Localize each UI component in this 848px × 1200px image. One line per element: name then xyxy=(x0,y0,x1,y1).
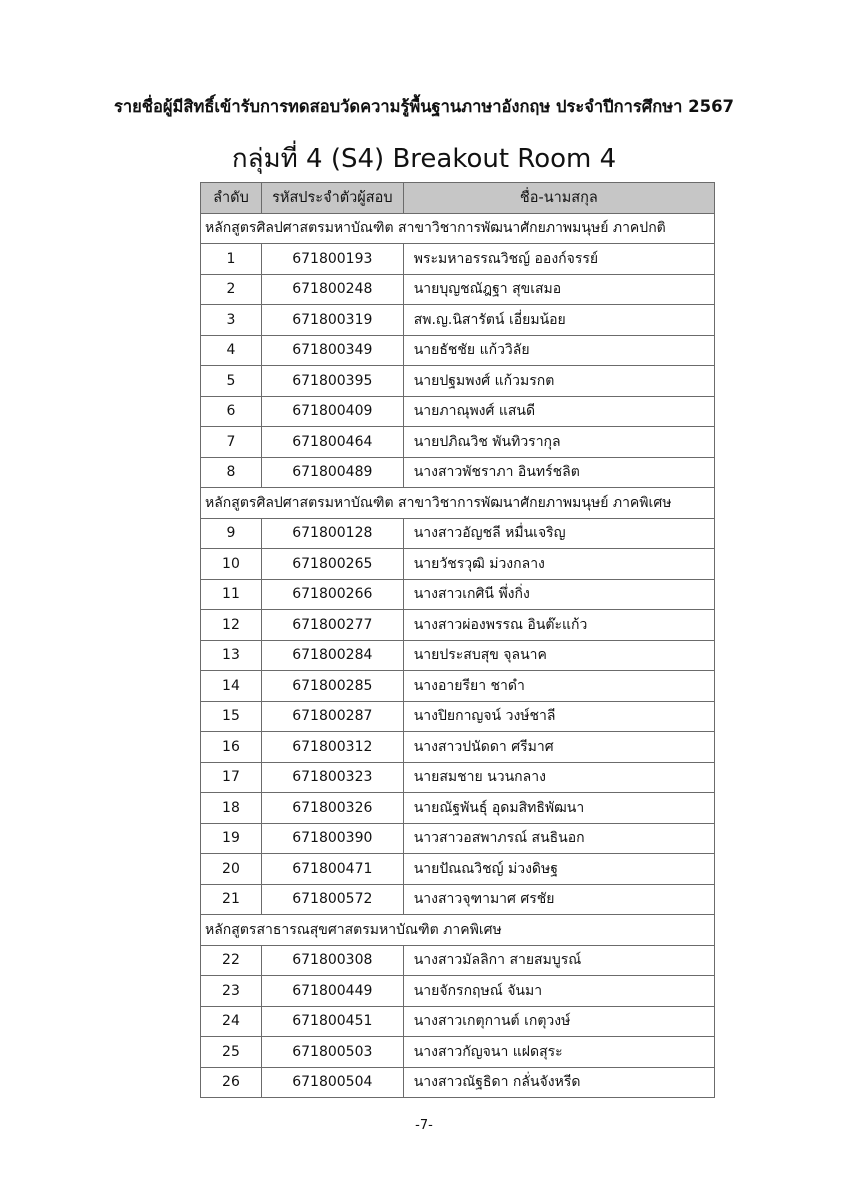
order-cell: 2 xyxy=(201,274,262,305)
exam-id-cell: 671800284 xyxy=(261,640,403,671)
exam-id-cell: 671800287 xyxy=(261,701,403,732)
name-cell: นายปัณณวิชญ์ ม่วงดิษฐ xyxy=(403,854,714,885)
name-cell: นางสาวณัฐธิดา กลั่นจังหรีด xyxy=(403,1067,714,1098)
name-cell: นายสมชาย นวนกลาง xyxy=(403,762,714,793)
exam-id-cell: 671800503 xyxy=(261,1037,403,1068)
table-row xyxy=(201,823,715,854)
section-row xyxy=(201,915,715,946)
name-cell: นายจักรกฤษณ์ จันมา xyxy=(403,976,714,1007)
table-row xyxy=(201,274,715,305)
order-cell: 8 xyxy=(201,457,262,488)
order-cell: 16 xyxy=(201,732,262,763)
name-cell: นางสาวจุฑามาศ ศรชัย xyxy=(403,884,714,915)
order-cell: 20 xyxy=(201,854,262,885)
table-row xyxy=(201,671,715,702)
table-header-row xyxy=(201,183,715,214)
exam-id-cell: 671800285 xyxy=(261,671,403,702)
order-cell: 17 xyxy=(201,762,262,793)
table-row xyxy=(201,518,715,549)
table-body xyxy=(201,213,715,1098)
order-cell: 22 xyxy=(201,945,262,976)
name-cell: นายณัฐพันธุ์ อุดมสิทธิพัฒนา xyxy=(403,793,714,824)
name-cell: นายประสบสุข จุลนาค xyxy=(403,640,714,671)
header-exam-id: รหัสประจำตัวผู้สอบ xyxy=(261,183,403,214)
table-row xyxy=(201,1067,715,1098)
name-cell: นายภาณุพงศ์ แสนดี xyxy=(403,396,714,427)
section-label: หลักสูตรศิลปศาสตรมหาบัณฑิต สาขาวิชาการพัฒนาศักยภาพมนุษย์ ภาคปกติ xyxy=(201,213,715,244)
name-cell: นางสาวกัญจนา แฝดสุระ xyxy=(403,1037,714,1068)
table-row xyxy=(201,976,715,1007)
name-cell: นางสาวเกตุกานต์ เกตุวงษ์ xyxy=(403,1006,714,1037)
exam-id-cell: 671800471 xyxy=(261,854,403,885)
name-cell: นายวัชรวุฒิ ม่วงกลาง xyxy=(403,549,714,580)
exam-id-cell: 671800319 xyxy=(261,305,403,336)
name-cell: นายปฐมพงศ์ แก้วมรกต xyxy=(403,366,714,397)
name-cell: นายปภิณวิช พันทิวรากุล xyxy=(403,427,714,458)
table-row xyxy=(201,701,715,732)
exam-id-cell: 671800395 xyxy=(261,366,403,397)
table-row xyxy=(201,732,715,763)
order-cell: 12 xyxy=(201,610,262,641)
order-cell: 10 xyxy=(201,549,262,580)
name-cell: นางสาวอัญชลี หมื่นเจริญ xyxy=(403,518,714,549)
group-title: กลุ่มที่ 4 (S4) Breakout Room 4 xyxy=(231,144,617,174)
name-cell: นาวสาวอสพาภรณ์ สนธินอก xyxy=(403,823,714,854)
exam-id-cell: 671800277 xyxy=(261,610,403,641)
name-cell: นางสาวเกศินี พึ่งกิ่ง xyxy=(403,579,714,610)
table-row xyxy=(201,1006,715,1037)
table-row xyxy=(201,762,715,793)
name-cell: นางอายรียา ชาดำ xyxy=(403,671,714,702)
order-cell: 14 xyxy=(201,671,262,702)
exam-id-cell: 671800349 xyxy=(261,335,403,366)
table-row xyxy=(201,610,715,641)
section-label: หลักสูตรศิลปศาสตรมหาบัณฑิต สาขาวิชาการพัฒนาศักยภาพมนุษย์ ภาคพิเศษ xyxy=(201,488,715,519)
table-row xyxy=(201,305,715,336)
name-cell: พระมหาอรรณวิชญ์ อองก์จรรย์ xyxy=(403,244,714,275)
table-row xyxy=(201,1037,715,1068)
table-row xyxy=(201,427,715,458)
exam-id-cell: 671800323 xyxy=(261,762,403,793)
order-cell: 21 xyxy=(201,884,262,915)
order-cell: 6 xyxy=(201,396,262,427)
order-cell: 3 xyxy=(201,305,262,336)
table-row xyxy=(201,335,715,366)
section-row xyxy=(201,488,715,519)
name-cell: นางสาวผ่องพรรณ อินต๊ะแก้ว xyxy=(403,610,714,641)
order-cell: 5 xyxy=(201,366,262,397)
order-cell: 1 xyxy=(201,244,262,275)
header-name: ชื่อ-นามสกุล xyxy=(403,183,714,214)
table-row xyxy=(201,366,715,397)
table-row xyxy=(201,549,715,580)
order-cell: 11 xyxy=(201,579,262,610)
order-cell: 9 xyxy=(201,518,262,549)
table-row xyxy=(201,640,715,671)
header-order: ลำดับ xyxy=(201,183,262,214)
document-title: รายชื่อผู้มีสิทธิ์เข้ารับการทดสอบวัดความรู้พื้นฐานภาษาอังกฤษ ประจำปีการศึกษา 2567 xyxy=(113,97,735,116)
exam-id-cell: 671800312 xyxy=(261,732,403,763)
table-row xyxy=(201,854,715,885)
order-cell: 7 xyxy=(201,427,262,458)
order-cell: 15 xyxy=(201,701,262,732)
exam-id-cell: 671800572 xyxy=(261,884,403,915)
candidate-table xyxy=(200,182,715,1098)
name-cell: นายบุญชณัฎฐา สุขเสมอ xyxy=(403,274,714,305)
name-cell: สพ.ญ.นิสารัตน์ เอี่ยมน้อย xyxy=(403,305,714,336)
exam-id-cell: 671800449 xyxy=(261,976,403,1007)
table-row xyxy=(201,396,715,427)
exam-id-cell: 671800326 xyxy=(261,793,403,824)
exam-id-cell: 671800390 xyxy=(261,823,403,854)
table-row xyxy=(201,884,715,915)
table-row xyxy=(201,579,715,610)
name-cell: นางสาวพัชราภา อินทร์ชลิต xyxy=(403,457,714,488)
name-cell: นางสาวมัลลิกา สายสมบูรณ์ xyxy=(403,945,714,976)
page-number: -7- xyxy=(415,1118,433,1133)
table-row xyxy=(201,244,715,275)
exam-id-cell: 671800248 xyxy=(261,274,403,305)
exam-id-cell: 671800489 xyxy=(261,457,403,488)
order-cell: 26 xyxy=(201,1067,262,1098)
exam-id-cell: 671800128 xyxy=(261,518,403,549)
order-cell: 23 xyxy=(201,976,262,1007)
order-cell: 18 xyxy=(201,793,262,824)
order-cell: 24 xyxy=(201,1006,262,1037)
section-row xyxy=(201,213,715,244)
exam-id-cell: 671800451 xyxy=(261,1006,403,1037)
exam-id-cell: 671800266 xyxy=(261,579,403,610)
exam-id-cell: 671800504 xyxy=(261,1067,403,1098)
table-row xyxy=(201,945,715,976)
exam-id-cell: 671800265 xyxy=(261,549,403,580)
order-cell: 19 xyxy=(201,823,262,854)
exam-id-cell: 671800308 xyxy=(261,945,403,976)
name-cell: นางสาวปนัดดา ศรีมาศ xyxy=(403,732,714,763)
order-cell: 13 xyxy=(201,640,262,671)
section-label: หลักสูตรสาธารณสุขศาสตรมหาบัณฑิต ภาคพิเศษ xyxy=(201,915,715,946)
name-cell: นางปิยกาญจน์ วงษ์ชาลี xyxy=(403,701,714,732)
exam-id-cell: 671800409 xyxy=(261,396,403,427)
exam-id-cell: 671800464 xyxy=(261,427,403,458)
exam-id-cell: 671800193 xyxy=(261,244,403,275)
order-cell: 25 xyxy=(201,1037,262,1068)
table-row xyxy=(201,457,715,488)
table-row xyxy=(201,793,715,824)
name-cell: นายธัชชัย แก้ววิลัย xyxy=(403,335,714,366)
order-cell: 4 xyxy=(201,335,262,366)
